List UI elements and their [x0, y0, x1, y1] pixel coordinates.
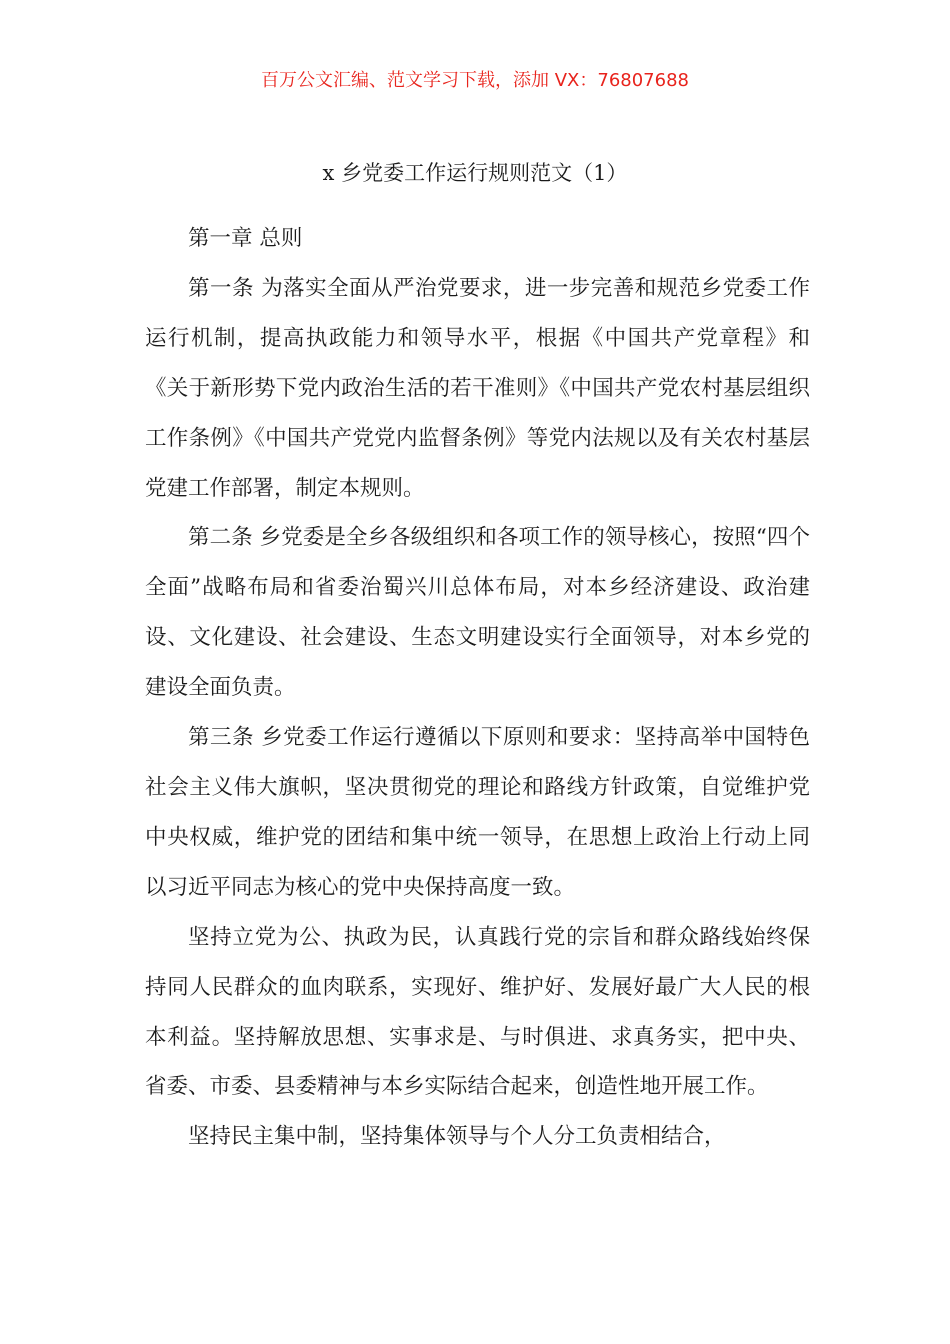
watermark-header: 百万公文汇编、范文学习下载，添加 VX：76807688 — [261, 70, 689, 91]
paragraph-article-3: 第三条 乡党委工作运行遵循以下原则和要求：坚持高举中国特色社会主义伟大旗帜，坚决贯彻党的理论和路线方针政策，自觉维护党中央权威，维护党的团结和集中统一领导，在思想上政治上行动上同以习近平同志为核心的党中央保持高度一致。 — [145, 725, 810, 900]
chapter-heading: 第一章 总则 — [188, 226, 303, 251]
document-body — [145, 214, 810, 1162]
paragraph-principle-1: 坚持立党为公、执政为民，认真践行党的宗旨和群众路线始终保持同人民群众的血肉联系，实现好、维护好、发展好最广大人民的根本利益。坚持解放思想、实事求是、与时俱进、求真务实，把中央、省委、市委、县委精神与本乡实际结合起来，创造性地开展工作。 — [145, 924, 810, 1100]
paragraph-principle-2: 坚持民主集中制，坚持集体领导与个人分工负责相结合， — [188, 1124, 726, 1150]
paragraph-article-2: 第二条 乡党委是全乡各级组织和各项工作的领导核心，按照“四个全面”战略布局和省委治蜀兴川总体布局，对本乡经济建设、政治建设、文化建设、社会建设、生态文明建设实行全面领导，对本乡党的建设全面负责。 — [145, 525, 810, 701]
document-title: x 乡党委工作运行规则范文（1） — [322, 161, 628, 185]
paragraph-article-1: 第一条 为落实全面从严治党要求，进一步完善和规范乡党委工作运行机制，提高执政能力和领导水平，根据《中国共产党章程》和《关于新形势下党内政治生活的若干准则》《中国共产党农村基层组织工作条例》《中国共产党党内监督条例》等党内法规以及有关农村基层党建工作部署，制定本规则。 — [145, 275, 810, 501]
